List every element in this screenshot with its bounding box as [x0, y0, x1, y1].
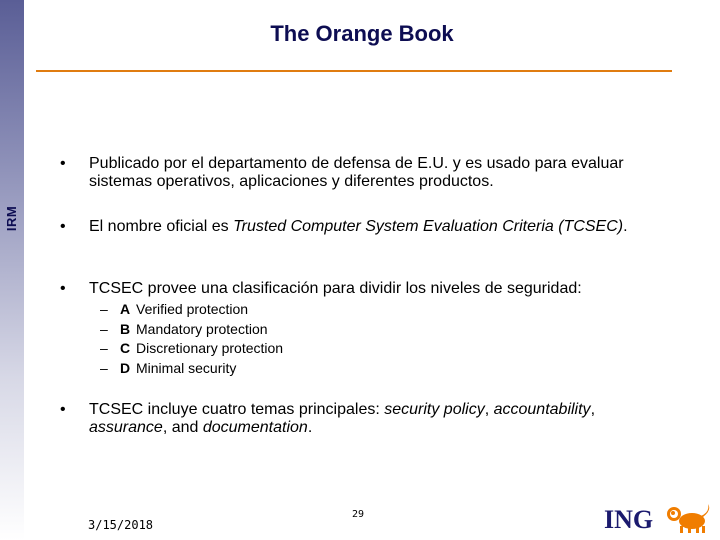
sub-dash: – [100, 320, 108, 337]
side-label-text: IRM [4, 205, 20, 231]
security-level-item [100, 320, 500, 340]
bullet-separator: , [590, 401, 596, 418]
level-code: B [120, 320, 131, 337]
bullet-mark: • [60, 401, 66, 418]
lion-icon [667, 504, 709, 533]
topic-assurance: assurance [89, 419, 163, 436]
title-divider [36, 70, 672, 72]
bullet-text: TCSEC provee una clasificación para dividir los niveles de seguridad: [89, 280, 582, 297]
topic-documentation: documentation [202, 419, 308, 436]
level-code: A [120, 301, 131, 317]
bullet-text-end: . [623, 218, 628, 235]
bullet-item [60, 280, 670, 298]
level-description: Minimal security [136, 359, 237, 376]
bullet-mark: • [60, 155, 66, 172]
bullet-item [60, 155, 670, 191]
slide-title: The Orange Book [270, 21, 454, 46]
bullet-item [60, 218, 670, 236]
page-number: 29 [352, 509, 365, 520]
sub-dash: – [100, 301, 108, 317]
sub-dash: – [100, 340, 108, 356]
bullet-mark: • [60, 280, 66, 297]
bullet-text: Publicado por el departamento de defensa de E.U. y es usado para evaluar sistemas operativos, aplicaciones y diferentes productos. [89, 155, 624, 190]
bullet-text-italic: Trusted Computer System Evaluation Criteria (TCSEC) [233, 218, 624, 235]
topic-security-policy: security policy [384, 401, 485, 418]
level-description: Discretionary protection [136, 340, 284, 356]
side-label [2, 188, 22, 248]
level-description: Mandatory protection [136, 320, 268, 337]
bullet-text [89, 401, 670, 437]
ing-logo [604, 500, 714, 536]
security-level-item [100, 300, 500, 320]
side-bar [0, 0, 24, 540]
bullet-text-end: . [307, 419, 313, 436]
bullet-mark: • [60, 218, 66, 235]
bullet-text [89, 218, 670, 236]
security-level-item [100, 339, 500, 359]
sub-dash: – [100, 359, 108, 376]
security-level-item [100, 359, 500, 379]
bullet-text-plain: TCSEC incluye cuatro temas principales: [89, 401, 385, 418]
bullet-item [60, 401, 670, 437]
bullet-separator: , [484, 401, 494, 418]
footer-date: 3/15/2018 [88, 518, 154, 532]
level-code: C [120, 340, 131, 356]
security-levels-list [100, 300, 500, 378]
level-description: Verified protection [136, 301, 249, 317]
bullet-text-plain: El nombre oficial es [89, 218, 234, 235]
bullet-separator: , and [162, 419, 203, 436]
level-code: D [120, 359, 131, 376]
topic-accountability: accountability [493, 401, 591, 418]
logo-text: ING [604, 505, 654, 534]
